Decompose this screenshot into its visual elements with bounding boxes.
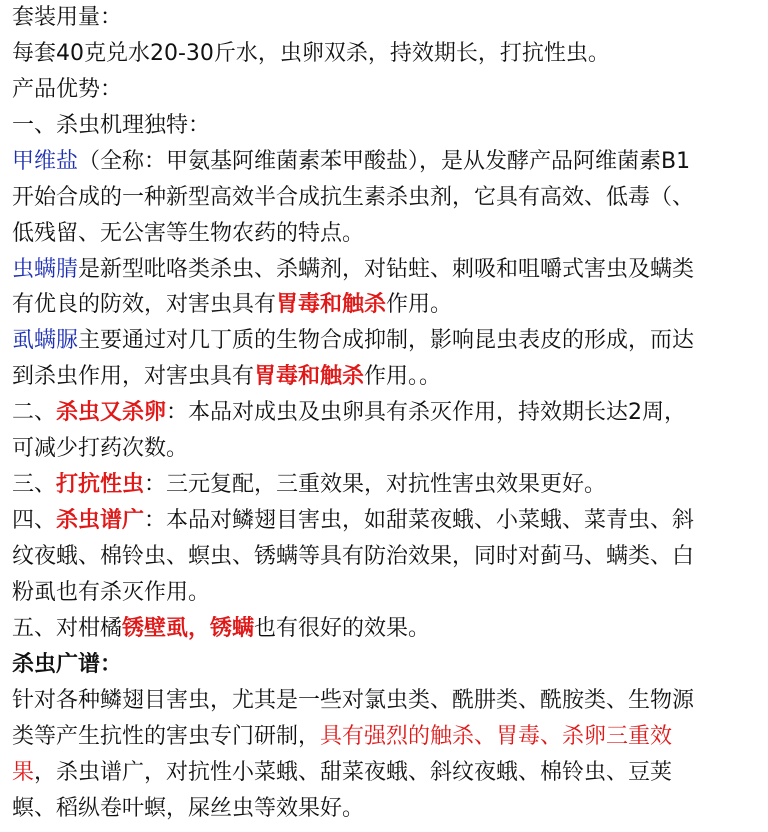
s5-prefix: 五、对柑橘	[12, 616, 123, 641]
p2-line-1	[12, 257, 762, 283]
spectrum-highlight-2: 果	[12, 760, 35, 785]
p3-line-1	[12, 328, 762, 354]
p3-highlight: 胃毒和触杀	[254, 364, 365, 389]
s3-prefix: 三、	[12, 472, 57, 497]
section-5-line	[12, 616, 762, 642]
s3-key: 打抗性虫	[56, 472, 145, 497]
s2-key: 杀虫又杀卵	[56, 400, 167, 425]
p3-text-2a: 到杀虫作用，对害虫具有	[12, 364, 255, 389]
p2-highlight: 胃毒和触杀	[276, 292, 387, 317]
section-4-line-3: 粉虱也有杀灭作用。	[12, 580, 211, 605]
s3-text-1: ：三元复配，三重效果，对抗性害虫效果更好。	[144, 472, 607, 497]
p2-text-1: 是新型吡咯类杀虫、杀螨剂，对钻蛀、刺吸和咀嚼式害虫及螨类	[78, 257, 695, 282]
p1-line-1	[12, 149, 762, 175]
spectrum-text-3b: ，杀虫谱广，对抗性小菜蛾、甜菜夜蛾、斜纹夜蛾、棉铃虫、豆荚	[34, 760, 673, 785]
term-chlorfenapyr: 虫螨腈	[12, 257, 79, 282]
section-4-line-2: 纹夜蛾、棉铃虫、螟虫、锈螨等具有防治效果，同时对蓟马、螨类、白	[12, 544, 695, 569]
spectrum-heading: 杀虫广谱：	[12, 652, 123, 677]
spectrum-line-1: 针对各种鳞翅目害虫，尤其是一些对氯虫类、酰肼类、酰胺类、生物源	[12, 688, 695, 713]
usage-text: 每套40克兑水20-30斤水，虫卵双杀，持效期长，打抗性虫。	[12, 41, 610, 66]
spectrum-text-2a: 类等产生抗性的害虫专门研制，	[12, 724, 321, 749]
p3-line-2	[12, 364, 762, 390]
term-emamectin: 甲维盐	[12, 149, 79, 174]
spectrum-line-3	[12, 760, 762, 786]
p3-text-1: 主要通过对几丁质的生物合成抑制，影响昆虫表皮的形成，而达	[78, 328, 695, 353]
p1-line-2: 开始合成的一种新型高效半合成抗生素杀虫剂，它具有高效、低毒（、	[12, 185, 695, 210]
s4-prefix: 四、	[12, 508, 57, 533]
p2-text-2a: 有优良的防效，对害虫具有	[12, 292, 277, 317]
p2-line-2	[12, 292, 762, 318]
spectrum-highlight-1: 具有强烈的触杀、胃毒、杀卵三重效	[320, 724, 673, 749]
s2-text-1: ：本品对成虫及虫卵具有杀灭作用，持效期长达2周，	[166, 400, 687, 425]
p2-text-2c: 作用。	[386, 292, 453, 317]
section-1-heading: 一、杀虫机理独特：	[12, 113, 211, 138]
p1-line-3: 低残留、无公害等生物农药的特点。	[12, 221, 365, 246]
s4-text-1: ：本品对鳞翅目害虫，如甜菜夜蛾、小菜蛾、菜青虫、斜	[144, 508, 695, 533]
section-4-line-1	[12, 508, 762, 534]
s4-key: 杀虫谱广	[56, 508, 145, 533]
s2-prefix: 二、	[12, 400, 57, 425]
section-3-line	[12, 472, 762, 498]
term-lufenuron: 虱螨脲	[12, 328, 79, 353]
spectrum-line-4: 螟、稻纵卷叶螟，屎丝虫等效果好。	[12, 796, 365, 821]
s5-suffix: 也有很好的效果。	[254, 616, 431, 641]
section-2-line-1	[12, 400, 762, 426]
section-2-line-2: 可减少打药次数。	[12, 436, 189, 461]
spectrum-line-2	[12, 724, 762, 750]
advantages-heading: 产品优势：	[12, 77, 123, 102]
p3-text-2c: 作用。。	[364, 364, 442, 389]
p1-text-1: （全称：甲氨基阿维菌素苯甲酸盐），是从发酵产品阿维菌素B1	[78, 149, 691, 174]
s5-key: 锈壁虱，锈螨	[122, 616, 255, 641]
usage-heading: 套装用量：	[12, 5, 123, 30]
